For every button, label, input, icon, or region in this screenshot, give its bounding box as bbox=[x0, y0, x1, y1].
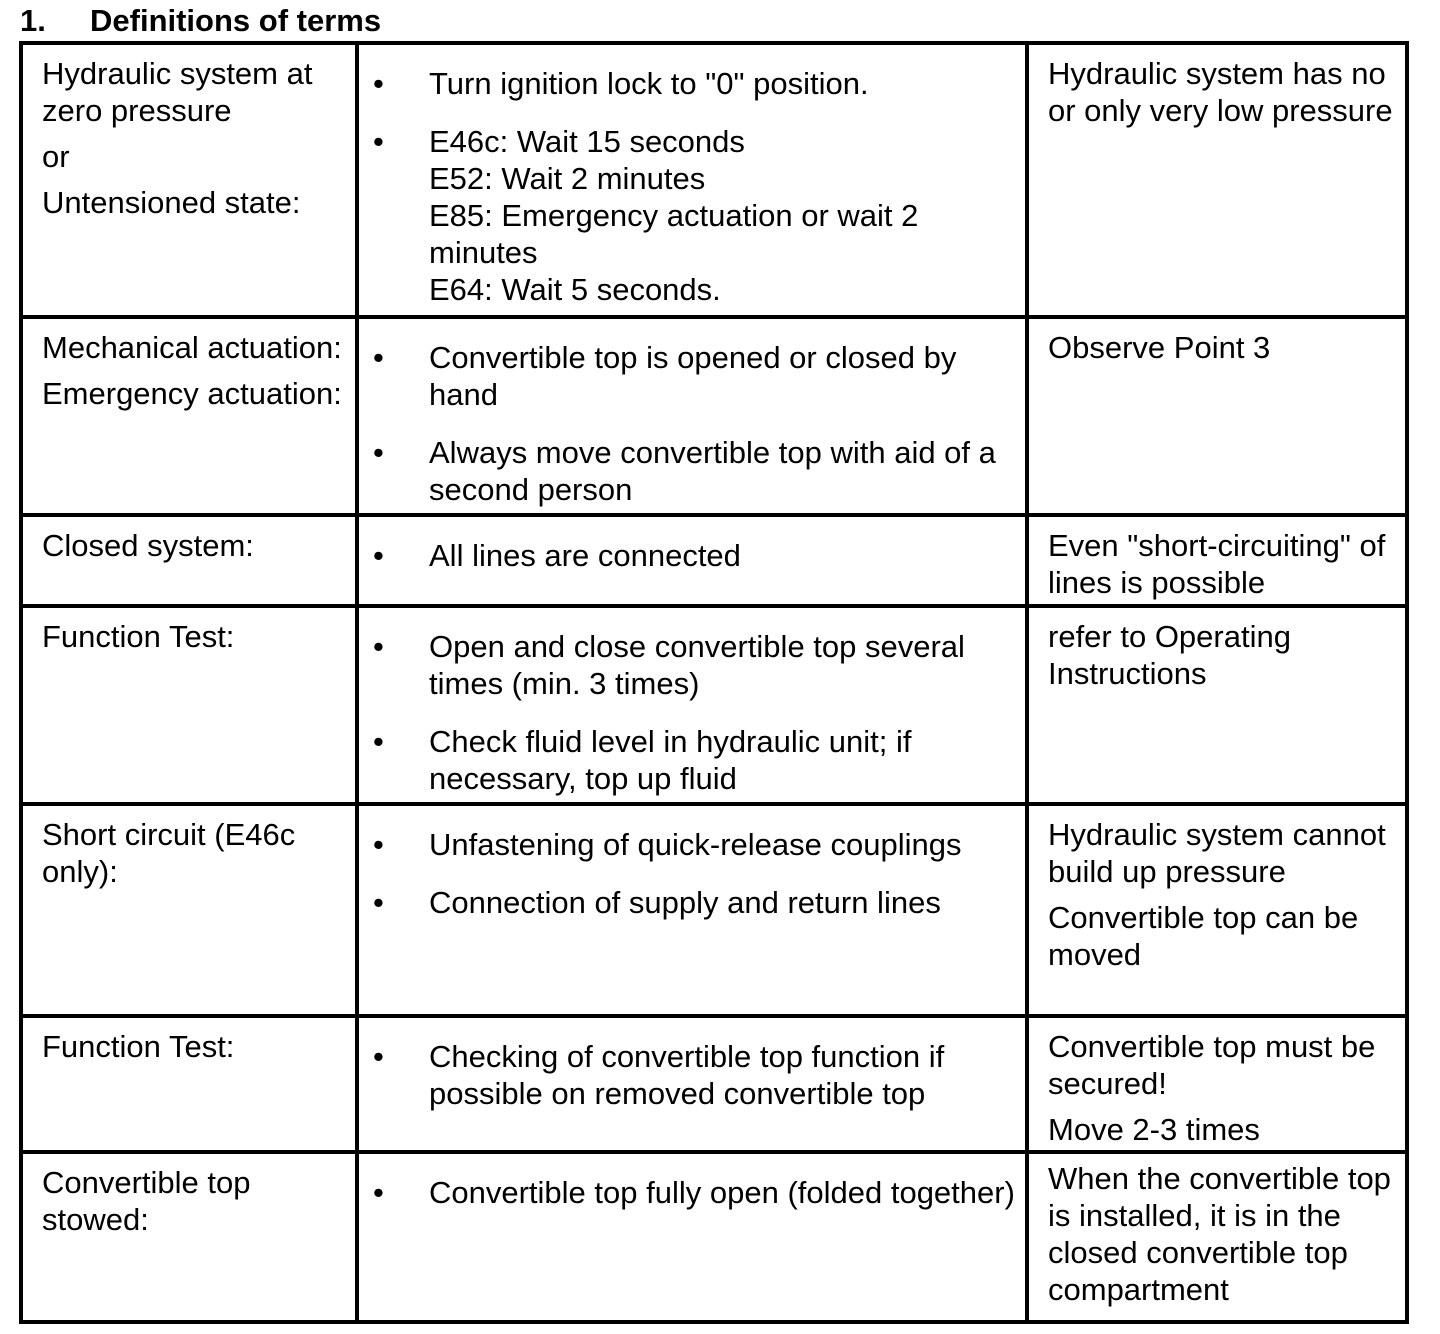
bullet-item bbox=[373, 884, 1015, 921]
bullet-icon: • bbox=[373, 435, 384, 470]
bullet-icon: • bbox=[373, 66, 384, 101]
note-text: Even "short-circuiting" of lines is possible bbox=[1048, 528, 1386, 600]
bullet-text: Connection of supply and return lines bbox=[429, 885, 941, 920]
note-cell bbox=[1027, 804, 1407, 1016]
bullet-text: Convertible top is opened or closed by hand bbox=[429, 340, 957, 412]
bullet-text: Always move convertible top with aid of a second person bbox=[429, 435, 996, 507]
table-row bbox=[21, 515, 1407, 606]
bullet-item bbox=[373, 826, 1015, 863]
bullet-item bbox=[373, 123, 1015, 308]
bullet-icon: • bbox=[373, 1039, 384, 1074]
bullet-text: Turn ignition lock to "0" position. bbox=[429, 66, 869, 101]
bullet-item bbox=[373, 628, 1015, 702]
bullet-item bbox=[373, 723, 1015, 797]
description-cell bbox=[357, 515, 1027, 606]
bullet-icon: • bbox=[373, 340, 384, 375]
term-text: Mechanical actuation: bbox=[42, 330, 342, 365]
bullet-text: Checking of convertible top function if possible on removed convertible top bbox=[429, 1039, 945, 1111]
term-cell bbox=[21, 317, 357, 515]
definitions-table bbox=[19, 41, 1409, 1324]
note-text: Observe Point 3 bbox=[1048, 330, 1271, 365]
note-cell bbox=[1027, 43, 1407, 317]
term-text: Emergency actuation: bbox=[42, 376, 342, 411]
note-text: refer to Operating Instructions bbox=[1048, 619, 1291, 691]
section-title: Definitions of terms bbox=[90, 3, 382, 38]
bullet-text: Convertible top fully open (folded together) bbox=[429, 1175, 1015, 1210]
term-cell bbox=[21, 1152, 357, 1322]
bullet-item bbox=[373, 1038, 1015, 1112]
term-text: Short circuit (E46c only): bbox=[42, 817, 296, 889]
bullet-icon: • bbox=[373, 124, 384, 159]
bullet-item bbox=[373, 434, 1015, 508]
note-cell bbox=[1027, 515, 1407, 606]
note-text: Convertible top can be moved bbox=[1048, 900, 1359, 972]
table-row bbox=[21, 804, 1407, 1016]
term-cell bbox=[21, 1016, 357, 1152]
bullet-text: All lines are connected bbox=[429, 538, 741, 573]
note-text: Convertible top must be secured! bbox=[1048, 1029, 1376, 1101]
table-row bbox=[21, 606, 1407, 804]
description-cell bbox=[357, 317, 1027, 515]
table-row bbox=[21, 43, 1407, 317]
description-cell bbox=[357, 1016, 1027, 1152]
description-cell bbox=[357, 1152, 1027, 1322]
note-text: Move 2-3 times bbox=[1048, 1112, 1260, 1147]
bullet-icon: • bbox=[373, 827, 384, 862]
description-cell bbox=[357, 606, 1027, 804]
term-text: Function Test: bbox=[42, 619, 235, 654]
term-text: Function Test: bbox=[42, 1029, 235, 1064]
note-cell bbox=[1027, 1016, 1407, 1152]
bullet-text: Check fluid level in hydraulic unit; if necessary, top up fluid bbox=[429, 724, 912, 796]
bullet-item bbox=[373, 1174, 1015, 1211]
term-cell bbox=[21, 804, 357, 1016]
bullet-icon: • bbox=[373, 724, 384, 759]
note-cell bbox=[1027, 317, 1407, 515]
section-heading bbox=[20, 2, 381, 40]
term-cell bbox=[21, 606, 357, 804]
table-row bbox=[21, 1152, 1407, 1322]
term-text: Closed system: bbox=[42, 528, 254, 563]
bullet-text: E46c: Wait 15 seconds E52: Wait 2 minutes E85: Emergency actuation or wait 2 minutes E64: Wait 5 seconds. bbox=[429, 124, 919, 307]
term-cell bbox=[21, 515, 357, 606]
bullet-icon: • bbox=[373, 629, 384, 664]
bullet-item bbox=[373, 537, 1015, 574]
note-text: Hydraulic system has no or only very low pressure bbox=[1048, 56, 1393, 128]
term-text: Hydraulic system at zero pressure bbox=[42, 56, 313, 128]
bullet-icon: • bbox=[373, 885, 384, 920]
bullet-text: Open and close convertible top several times (min. 3 times) bbox=[429, 629, 965, 701]
term-text: or bbox=[42, 139, 70, 174]
term-text: Convertible top stowed: bbox=[42, 1165, 251, 1237]
term-cell bbox=[21, 43, 357, 317]
term-text: Untensioned state: bbox=[42, 185, 301, 220]
note-text: When the convertible top is installed, it is in the closed convertible top compartment bbox=[1048, 1161, 1391, 1307]
description-cell bbox=[357, 804, 1027, 1016]
bullet-text: Unfastening of quick-release couplings bbox=[429, 827, 962, 862]
table-row bbox=[21, 317, 1407, 515]
note-cell bbox=[1027, 606, 1407, 804]
section-number: 1. bbox=[20, 3, 46, 38]
bullet-icon: • bbox=[373, 1175, 384, 1210]
bullet-item bbox=[373, 339, 1015, 413]
note-text: Hydraulic system cannot build up pressure bbox=[1048, 817, 1386, 889]
bullet-icon: • bbox=[373, 538, 384, 573]
description-cell bbox=[357, 43, 1027, 317]
note-cell bbox=[1027, 1152, 1407, 1322]
table-row bbox=[21, 1016, 1407, 1152]
bullet-item bbox=[373, 65, 1015, 102]
